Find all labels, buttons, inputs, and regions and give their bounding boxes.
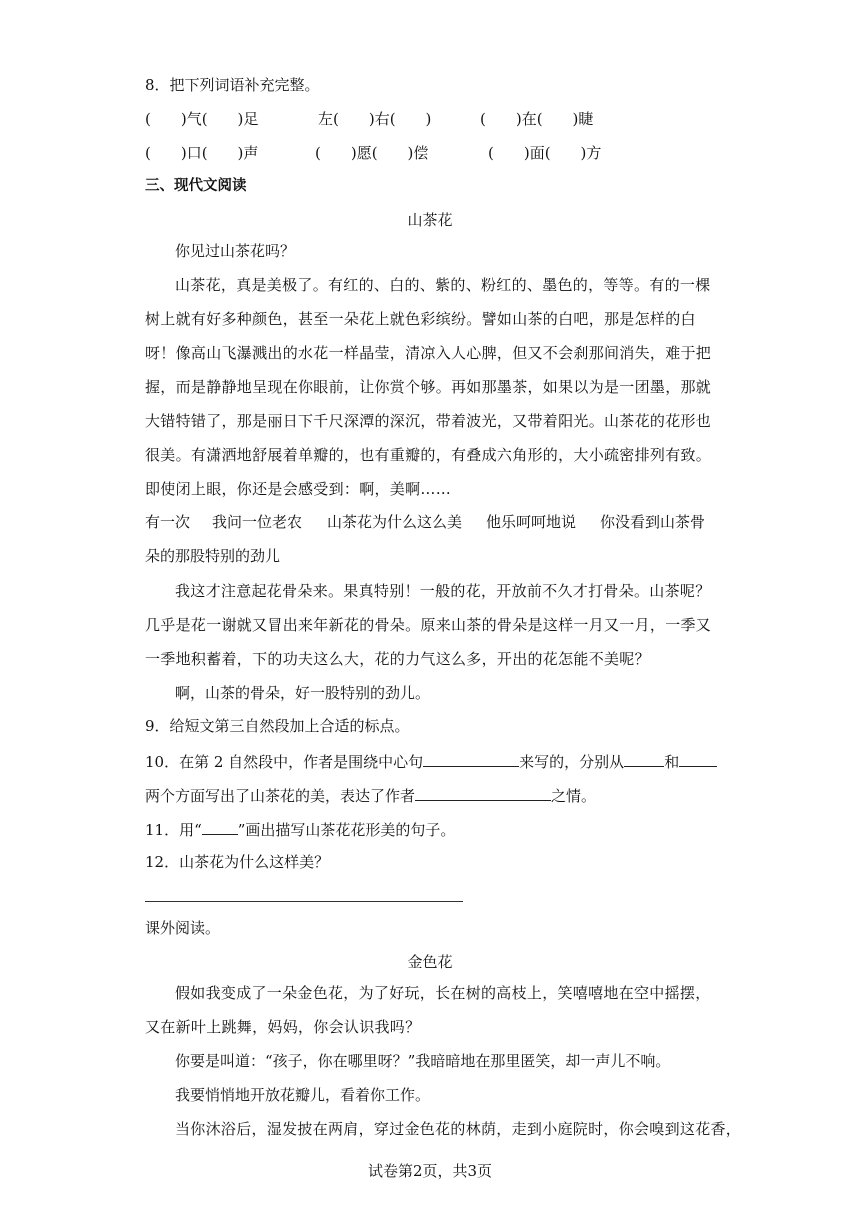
q10	[145, 750, 717, 772]
q10-text-a: 10．在第 2 自然段中，作者是围绕中心句	[145, 753, 424, 771]
q8-title: 8．把下列词语补充完整。	[145, 76, 320, 94]
p3-fragment-3: 山茶花为什么这么美	[327, 513, 463, 531]
q10-text-d: 两个方面写出了山茶花的美，表达了作者	[145, 787, 416, 805]
passage-paragraph-5: 啊，山茶的骨朵，好一股特别的劲儿。	[175, 684, 431, 702]
section-heading: 三、现代文阅读	[145, 178, 247, 194]
q8-blank-2: 左( )右( )	[318, 110, 432, 128]
extra-title: 金色花	[407, 953, 453, 971]
passage-paragraph-2: 山茶花，真是美极了。有红的、白的、紫的、粉红的、墨色的，等等。有的一棵树上就有好多种颜色，甚至一朵花上就色彩缤纷。譬如山茶的白吧，那是怎样的白呀！像高山飞瀑溅出的水花一样晶莹，清凉入人心脾，但又不会刹那间消失，难于把握，而是静静地呈现在你眼前，让你赏个够。再如那墨茶，如果以为是一团墨，那就大错特错了，那是丽日下千尺深潭的深沉，带着波光，又带着阳光。山茶花的花形也很美。有潇洒地舒展着单瓣的，也有重瓣的，有叠成六角形的，大小疏密排列有致。即使闭上眼，你还是会感受到：啊，美啊……	[145, 276, 712, 498]
q10-text-c: 和	[664, 753, 680, 771]
q8-blank-5: ( )愿( )偿	[315, 144, 429, 162]
q8-blank-3: ( )在( )睫	[480, 110, 594, 128]
q10-blank-2[interactable]	[624, 750, 664, 767]
q10-blank-3[interactable]	[679, 750, 717, 767]
q8-blank-1: ( )气( )足	[145, 110, 259, 128]
q12-answer-line[interactable]	[145, 901, 463, 902]
q10-text-b: 来写的，分别从	[519, 753, 625, 771]
passage-paragraph-4: 我这才注意起花骨朵来。果真特别！一般的花，开放前不久才打骨朵。山茶呢？几乎是花一谢就又冒出来年新花的骨朵。原来山茶的骨朵是这样一月又一月，一季又一季地积蓄着，下的功夫这么大，花的力气这么多，开出的花怎能不美呢？	[145, 582, 712, 668]
extra-reading-label: 课外阅读。	[145, 919, 221, 937]
q8-blank-6: ( )面( )方	[488, 144, 602, 162]
q10-text-e: 之情。	[551, 787, 597, 805]
extra-paragraph-1: 假如我变成了一朵金色花，为了好玩，长在树的高枝上，笑嘻嘻地在空中摇摆，又在新叶上跳舞，妈妈，你会认识我吗？	[145, 984, 711, 1036]
p3-fragment-5: 你没看到山茶骨	[600, 513, 706, 531]
extra-paragraph-4: 当你沐浴后，湿发披在两肩，穿过金色花的林荫，走到小庭院时，你会嗅到这花香，	[175, 1120, 742, 1138]
extra-paragraph-3: 我要悄悄地开放花瓣儿，看着你工作。	[175, 1086, 431, 1104]
p3-fragment-6: 朵的那股特别的劲儿	[145, 547, 281, 565]
q12: 12．山茶花为什么这样美？	[145, 853, 330, 871]
extra-paragraph-2: 你要是叫道：“孩子，你在哪里呀？”我暗暗地在那里匿笑，却一声儿不响。	[175, 1052, 671, 1070]
page-footer: 试卷第2页，共3页	[367, 1162, 493, 1180]
q10-cont	[145, 784, 596, 806]
q11-text-a: 11．用“	[145, 821, 202, 839]
p3-fragment-1: 有一次	[145, 513, 191, 531]
q11-text-b: ”画出描写山茶花花形美的句子。	[237, 821, 456, 839]
q10-blank-4[interactable]	[415, 784, 551, 801]
passage-title: 山茶花	[407, 211, 453, 229]
q10-blank-1[interactable]	[423, 750, 519, 767]
p3-fragment-4: 他乐呵呵地说	[486, 513, 577, 531]
passage-paragraph-1: 你见过山茶花吗？	[175, 242, 296, 260]
q11	[145, 818, 455, 840]
q8-blank-4: ( )口( )声	[145, 144, 259, 162]
q11-underline-sample	[202, 818, 238, 835]
q9: 9．给短文第三自然段加上合适的标点。	[145, 717, 410, 735]
p3-fragment-2: 我问一位老农	[212, 513, 303, 531]
